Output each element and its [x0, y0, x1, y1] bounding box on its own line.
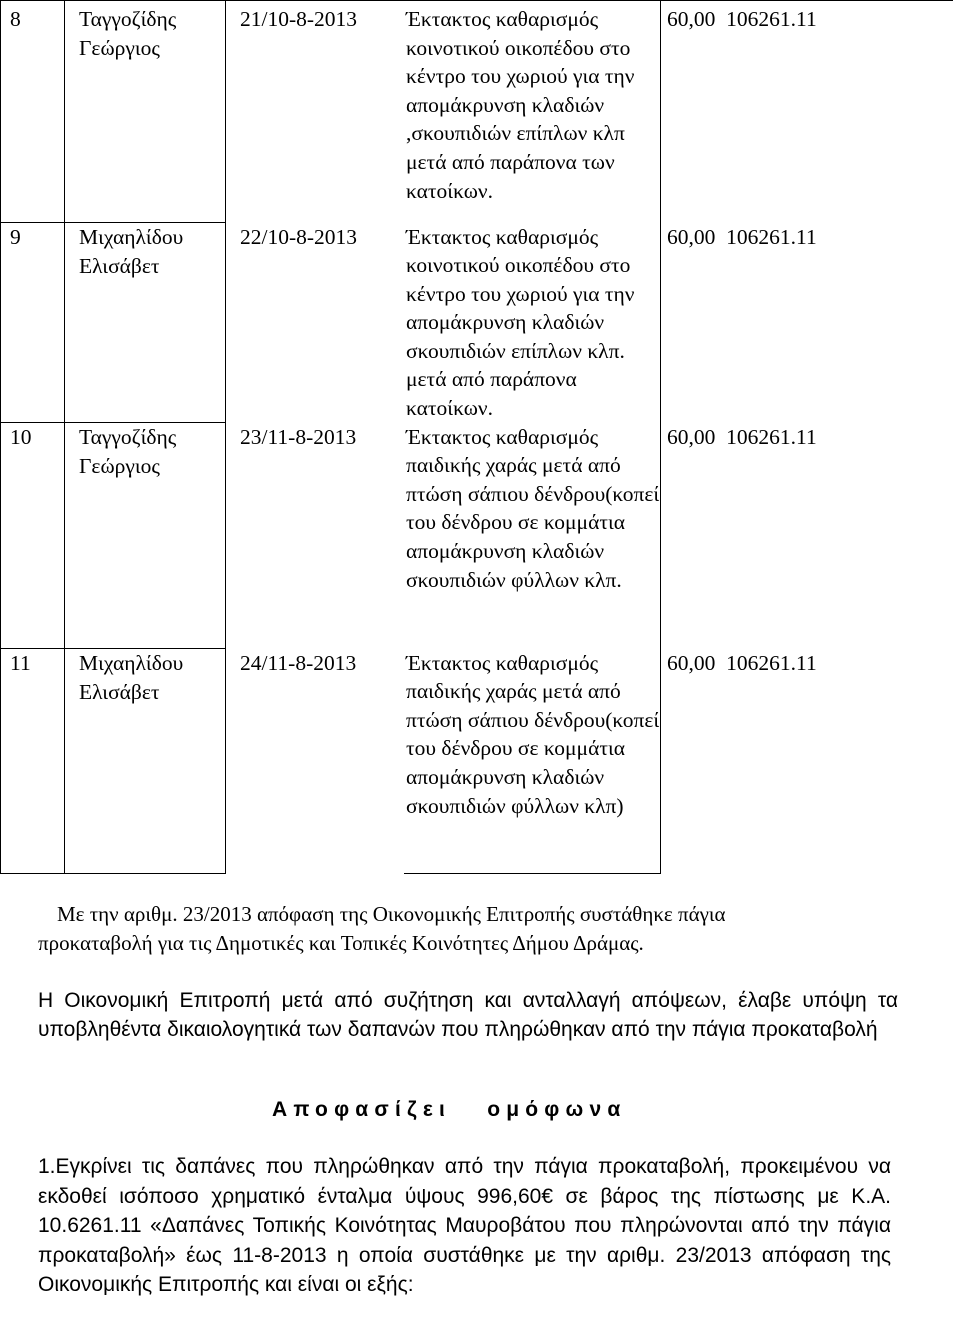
row-number: 8 — [1, 1, 65, 223]
amount: 60,00 — [667, 224, 716, 249]
invoice-date: 24/11-8-2013 — [240, 650, 357, 675]
table-row — [1, 223, 954, 423]
row-number: 9 — [1, 223, 65, 423]
decision-heading: Αποφασίζει ομόφωνα — [272, 1098, 627, 1121]
table-row — [1, 423, 954, 649]
amount-cell — [661, 1, 954, 223]
committee-paragraph: Η Οικονομική Επιτροπή μετά από συζήτηση και ανταλλαγή απόψεων, έλαβε υπόψη τα υποβληθέντα δικαιολογητικά των δαπανών που πληρώθηκαν από την πάγια προκαταβολή — [38, 989, 898, 1041]
expense-description: Έκτακτος καθαρισμός παιδικής χαράς μετά από πτώση σάπιου δένδρου(κοπεί του δένδρου σε κομμάτια απομάκρυνση κλαδιών σκουπιδιών φύλλων κλπ) — [404, 649, 661, 874]
note-line-2: προκαταβολή για τις Δημοτικές και Τοπικές Κοινότητες Δήμου Δράμας. — [38, 931, 644, 955]
row-number: 11 — [1, 649, 65, 874]
payee-name: Ταγγοζίδης Γεώργιος — [65, 423, 226, 649]
decision-item-1: 1.Εγκρίνει τις δαπάνες που πληρώθηκαν από την πάγια προκαταβολή, προκειμένου να εκδοθεί ισόποσο χρηματικό ένταλμα ύψους 996,60€ σε βάρος της πίστωσης με Κ.Α. 10.6261.11 «Δαπάνες Τοπικής Κοινότητας Μαυροβάτου που πληρώνονται από την πάγια προκαταβολή» έως 11-8-2013 η οποία συστάθηκε με την αριθμ. 23/2013 απόφαση της Οικονομικής Επιτροπής και είναι οι εξής: — [38, 1155, 891, 1297]
expense-description: Έκτακτος καθαρισμός κοινοτικού οικοπέδου στο κέντρο του χωριού για την απομάκρυνση κλαδιών ,σκουπιδιών επίπλων κλπ μετά από παράπονα των κατοίκων. — [404, 1, 661, 223]
note-line-1: Με την αριθμ. 23/2013 απόφαση της Οικονομικής Επιτροπής συστάθηκε πάγια — [57, 902, 726, 926]
amount: 60,00 — [667, 7, 716, 31]
payee-name: Μιχαηλίδου Ελισάβετ — [65, 223, 226, 423]
budget-code: 106261.11 — [726, 7, 817, 31]
amount-cell — [661, 423, 954, 649]
invoice-date: 23/11-8-2013 — [240, 424, 357, 449]
payee-name: Ταγγοζίδης Γεώργιος — [65, 1, 226, 223]
expense-description: Έκτακτος καθαρισμός παιδικής χαράς μετά από πτώση σάπιου δένδρου(κοπεί του δένδρου σε κομμάτια απομάκρυνση κλαδιών σκουπιδιών φύλλων κλπ. — [404, 423, 661, 649]
budget-code: 106261.11 — [726, 650, 817, 675]
row-number: 10 — [1, 423, 65, 649]
expense-description: Έκτακτος καθαρισμός κοινοτικού οικοπέδου στο κέντρο του χωριού για την απομάκρυνση κλαδιών σκουπιδιών επίπλων κλπ. μετά από παράπονα κατοίκων. — [404, 223, 661, 423]
amount-cell — [661, 223, 954, 423]
amount-cell — [661, 649, 954, 874]
invoice-date: 21/10-8-2013 — [226, 1, 405, 223]
table-row — [1, 649, 954, 874]
advance-note — [38, 900, 938, 958]
budget-code: 106261.11 — [726, 424, 817, 449]
payee-name: Μιχαηλίδου Ελισάβετ — [65, 649, 226, 874]
table-row — [1, 1, 954, 223]
budget-code: 106261.11 — [726, 224, 817, 249]
amount: 60,00 — [667, 650, 716, 675]
amount: 60,00 — [667, 424, 716, 449]
invoice-date: 22/10-8-2013 — [240, 224, 358, 249]
